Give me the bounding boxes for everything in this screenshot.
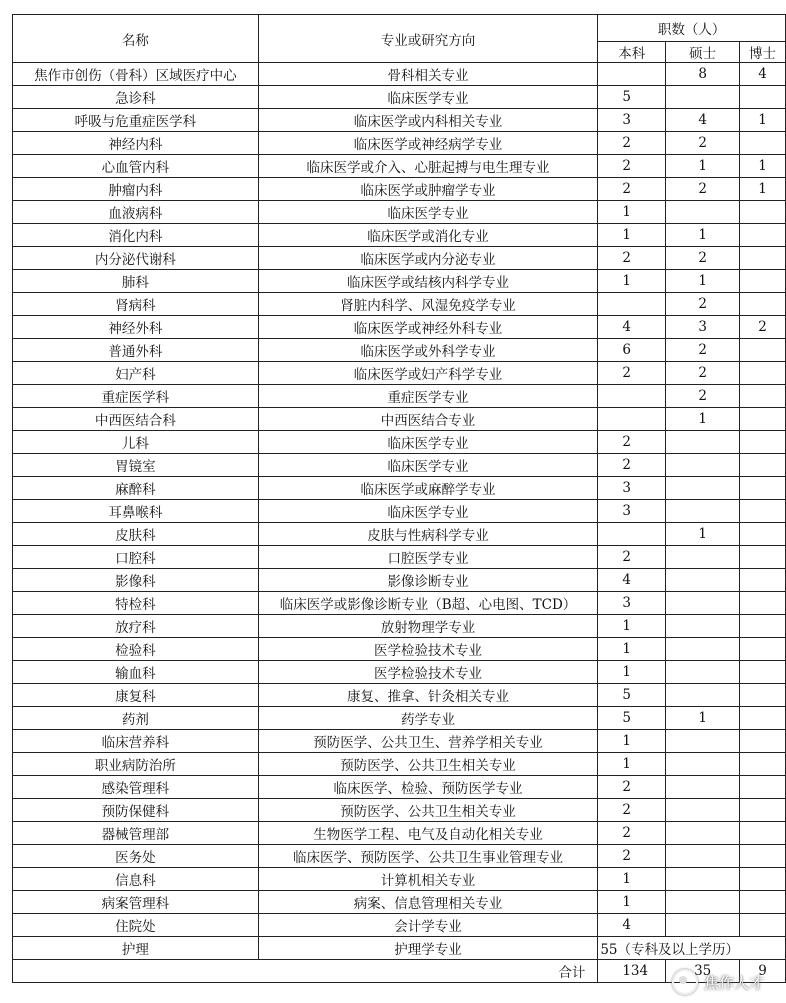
master-count-cell bbox=[666, 914, 740, 937]
major-cell: 临床医学或妇产科学专业 bbox=[258, 362, 598, 385]
table-row bbox=[13, 385, 786, 408]
master-count-cell: 1 bbox=[666, 270, 740, 293]
table-row bbox=[13, 822, 786, 845]
header-positions: 职数（人） bbox=[598, 15, 786, 42]
table-row bbox=[13, 753, 786, 776]
master-count-cell bbox=[666, 431, 740, 454]
table-row bbox=[13, 109, 786, 132]
major-cell: 临床医学专业 bbox=[258, 431, 598, 454]
doctor-count-cell: 1 bbox=[740, 178, 786, 201]
bachelor-count-cell: 1 bbox=[598, 270, 666, 293]
dept-name-cell: 焦作市创伤（骨科）区域医疗中心 bbox=[13, 63, 259, 86]
major-cell: 医学检验技术专业 bbox=[258, 638, 598, 661]
doctor-count-cell bbox=[740, 776, 786, 799]
master-count-cell: 2 bbox=[666, 178, 740, 201]
doctor-count-cell bbox=[740, 914, 786, 937]
major-cell: 病案、信息管理相关专业 bbox=[258, 891, 598, 914]
bachelor-count-cell: 2 bbox=[598, 799, 666, 822]
dept-name-cell: 信息科 bbox=[13, 868, 259, 891]
master-count-cell bbox=[666, 891, 740, 914]
table-row bbox=[13, 891, 786, 914]
master-count-cell bbox=[666, 868, 740, 891]
dept-name-cell: 药剂 bbox=[13, 707, 259, 730]
dept-name-cell: 胃镜室 bbox=[13, 454, 259, 477]
dept-name-cell: 检验科 bbox=[13, 638, 259, 661]
doctor-count-cell bbox=[740, 385, 786, 408]
bachelor-count-cell: 5 bbox=[598, 707, 666, 730]
major-cell: 重症医学专业 bbox=[258, 385, 598, 408]
major-cell: 临床医学或神经病学专业 bbox=[258, 132, 598, 155]
bachelor-count-cell: 1 bbox=[598, 730, 666, 753]
doctor-count-cell bbox=[740, 684, 786, 707]
master-count-cell: 1 bbox=[666, 707, 740, 730]
bachelor-count-cell: 1 bbox=[598, 661, 666, 684]
doctor-count-cell bbox=[740, 224, 786, 247]
master-count-cell bbox=[666, 730, 740, 753]
major-cell: 临床医学或影像诊断专业（B超、心电图、TCD） bbox=[258, 592, 598, 615]
dept-name-cell: 消化内科 bbox=[13, 224, 259, 247]
header-major: 专业或研究方向 bbox=[258, 15, 598, 63]
table-row bbox=[13, 684, 786, 707]
header-bachelor: 本科 bbox=[598, 42, 666, 63]
dept-name-cell: 神经内科 bbox=[13, 132, 259, 155]
major-cell: 口腔医学专业 bbox=[258, 546, 598, 569]
doctor-count-cell bbox=[740, 891, 786, 914]
major-cell: 影像诊断专业 bbox=[258, 569, 598, 592]
bachelor-count-cell: 4 bbox=[598, 316, 666, 339]
bachelor-count-cell: 2 bbox=[598, 845, 666, 868]
bachelor-count-cell: 3 bbox=[598, 477, 666, 500]
doctor-count-cell bbox=[740, 569, 786, 592]
major-cell: 临床医学、预防医学、公共卫生事业管理专业 bbox=[258, 845, 598, 868]
table-row bbox=[13, 569, 786, 592]
dept-name-cell: 临床营养科 bbox=[13, 730, 259, 753]
table-row bbox=[13, 500, 786, 523]
bachelor-count-cell: 1 bbox=[598, 615, 666, 638]
major-cell: 临床医学专业 bbox=[258, 500, 598, 523]
dept-name-cell: 职业病防治所 bbox=[13, 753, 259, 776]
bachelor-count-cell: 1 bbox=[598, 891, 666, 914]
bachelor-count-cell: 6 bbox=[598, 339, 666, 362]
master-count-cell bbox=[666, 592, 740, 615]
bachelor-count-cell: 5 bbox=[598, 684, 666, 707]
nursing-major: 护理学专业 bbox=[258, 937, 598, 960]
dept-name-cell: 预防保健科 bbox=[13, 799, 259, 822]
bachelor-count-cell: 1 bbox=[598, 201, 666, 224]
dept-name-cell: 普通外科 bbox=[13, 339, 259, 362]
bachelor-count-cell: 3 bbox=[598, 109, 666, 132]
master-count-cell: 1 bbox=[666, 523, 740, 546]
bachelor-count-cell bbox=[598, 408, 666, 431]
doctor-count-cell bbox=[740, 638, 786, 661]
total-doctor: 9 bbox=[740, 960, 786, 983]
table-row bbox=[13, 914, 786, 937]
bachelor-count-cell: 2 bbox=[598, 431, 666, 454]
total-row bbox=[13, 960, 786, 983]
doctor-count-cell bbox=[740, 753, 786, 776]
dept-name-cell: 感染管理科 bbox=[13, 776, 259, 799]
table-row bbox=[13, 730, 786, 753]
doctor-count-cell bbox=[740, 523, 786, 546]
doctor-count-cell bbox=[740, 845, 786, 868]
master-count-cell bbox=[666, 684, 740, 707]
major-cell: 临床医学或结核内科学专业 bbox=[258, 270, 598, 293]
recruitment-table bbox=[12, 14, 786, 983]
major-cell: 康复、推拿、针灸相关专业 bbox=[258, 684, 598, 707]
master-count-cell bbox=[666, 661, 740, 684]
table-row bbox=[13, 661, 786, 684]
table-row bbox=[13, 155, 786, 178]
major-cell: 临床医学或消化专业 bbox=[258, 224, 598, 247]
master-count-cell: 3 bbox=[666, 316, 740, 339]
master-count-cell: 8 bbox=[666, 63, 740, 86]
dept-name-cell: 呼吸与危重症医学科 bbox=[13, 109, 259, 132]
table-body bbox=[13, 63, 786, 937]
major-cell: 肾脏内科学、风湿免疫学专业 bbox=[258, 293, 598, 316]
doctor-count-cell bbox=[740, 707, 786, 730]
total-master: 35 bbox=[666, 960, 740, 983]
doctor-count-cell bbox=[740, 408, 786, 431]
major-cell: 临床医学专业 bbox=[258, 86, 598, 109]
bachelor-count-cell: 1 bbox=[598, 638, 666, 661]
table-row bbox=[13, 868, 786, 891]
major-cell: 临床医学或神经外科专业 bbox=[258, 316, 598, 339]
major-cell: 临床医学或肿瘤学专业 bbox=[258, 178, 598, 201]
dept-name-cell: 住院处 bbox=[13, 914, 259, 937]
bachelor-count-cell: 2 bbox=[598, 155, 666, 178]
major-cell: 临床医学专业 bbox=[258, 201, 598, 224]
dept-name-cell: 输血科 bbox=[13, 661, 259, 684]
major-cell: 预防医学、公共卫生、营养学相关专业 bbox=[258, 730, 598, 753]
major-cell: 预防医学、公共卫生相关专业 bbox=[258, 799, 598, 822]
major-cell: 会计学专业 bbox=[258, 914, 598, 937]
dept-name-cell: 皮肤科 bbox=[13, 523, 259, 546]
dept-name-cell: 肺科 bbox=[13, 270, 259, 293]
dept-name-cell: 心血管内科 bbox=[13, 155, 259, 178]
master-count-cell bbox=[666, 799, 740, 822]
table-row bbox=[13, 523, 786, 546]
master-count-cell bbox=[666, 569, 740, 592]
table-row bbox=[13, 201, 786, 224]
doctor-count-cell bbox=[740, 431, 786, 454]
table-row bbox=[13, 477, 786, 500]
table-row bbox=[13, 316, 786, 339]
dept-name-cell: 肿瘤内科 bbox=[13, 178, 259, 201]
bachelor-count-cell: 2 bbox=[598, 822, 666, 845]
major-cell: 预防医学、公共卫生相关专业 bbox=[258, 753, 598, 776]
nursing-row bbox=[13, 937, 786, 960]
dept-name-cell: 器械管理部 bbox=[13, 822, 259, 845]
doctor-count-cell bbox=[740, 661, 786, 684]
dept-name-cell: 重症医学科 bbox=[13, 385, 259, 408]
doctor-count-cell bbox=[740, 477, 786, 500]
dept-name-cell: 影像科 bbox=[13, 569, 259, 592]
table-row bbox=[13, 293, 786, 316]
major-cell: 临床医学或麻醉学专业 bbox=[258, 477, 598, 500]
master-count-cell: 2 bbox=[666, 247, 740, 270]
master-count-cell bbox=[666, 86, 740, 109]
major-cell: 计算机相关专业 bbox=[258, 868, 598, 891]
table-row bbox=[13, 362, 786, 385]
header-master: 硕士 bbox=[666, 42, 740, 63]
master-count-cell bbox=[666, 776, 740, 799]
doctor-count-cell: 1 bbox=[740, 155, 786, 178]
table-row bbox=[13, 86, 786, 109]
header-doctor: 博士 bbox=[740, 42, 786, 63]
major-cell: 皮肤与性病科学专业 bbox=[258, 523, 598, 546]
master-count-cell bbox=[666, 822, 740, 845]
major-cell: 临床医学或外科学专业 bbox=[258, 339, 598, 362]
dept-name-cell: 特检科 bbox=[13, 592, 259, 615]
dept-name-cell: 放疗科 bbox=[13, 615, 259, 638]
bachelor-count-cell bbox=[598, 385, 666, 408]
wechat-icon bbox=[672, 969, 698, 995]
bachelor-count-cell bbox=[598, 523, 666, 546]
major-cell: 临床医学专业 bbox=[258, 454, 598, 477]
watermark-text: 焦作人才 bbox=[703, 973, 764, 992]
doctor-count-cell bbox=[740, 799, 786, 822]
major-cell: 临床医学、检验、预防医学专业 bbox=[258, 776, 598, 799]
nursing-positions: 55（专科及以上学历） bbox=[598, 937, 786, 960]
bachelor-count-cell: 1 bbox=[598, 753, 666, 776]
doctor-count-cell bbox=[740, 270, 786, 293]
table-row bbox=[13, 63, 786, 86]
bachelor-count-cell bbox=[598, 63, 666, 86]
dept-name-cell: 麻醉科 bbox=[13, 477, 259, 500]
dept-name-cell: 血液病科 bbox=[13, 201, 259, 224]
major-cell: 临床医学或内分泌专业 bbox=[258, 247, 598, 270]
bachelor-count-cell: 2 bbox=[598, 132, 666, 155]
table-row bbox=[13, 247, 786, 270]
doctor-count-cell: 4 bbox=[740, 63, 786, 86]
table-row bbox=[13, 638, 786, 661]
dept-name-cell: 内分泌代谢科 bbox=[13, 247, 259, 270]
dept-name-cell: 神经外科 bbox=[13, 316, 259, 339]
dept-name-cell: 儿科 bbox=[13, 431, 259, 454]
bachelor-count-cell: 2 bbox=[598, 546, 666, 569]
doctor-count-cell bbox=[740, 592, 786, 615]
header-name: 名称 bbox=[13, 15, 259, 63]
bachelor-count-cell bbox=[598, 293, 666, 316]
doctor-count-cell bbox=[740, 247, 786, 270]
doctor-count-cell bbox=[740, 822, 786, 845]
master-count-cell bbox=[666, 615, 740, 638]
table-row bbox=[13, 408, 786, 431]
master-count-cell bbox=[666, 845, 740, 868]
nursing-name: 护理 bbox=[13, 937, 259, 960]
doctor-count-cell bbox=[740, 339, 786, 362]
dept-name-cell: 中西医结合科 bbox=[13, 408, 259, 431]
table-row bbox=[13, 776, 786, 799]
master-count-cell: 1 bbox=[666, 155, 740, 178]
table-row bbox=[13, 546, 786, 569]
bachelor-count-cell: 2 bbox=[598, 776, 666, 799]
dept-name-cell: 耳鼻喉科 bbox=[13, 500, 259, 523]
doctor-count-cell bbox=[740, 86, 786, 109]
major-cell: 临床医学或介入、心脏起搏与电生理专业 bbox=[258, 155, 598, 178]
table-row bbox=[13, 178, 786, 201]
total-bachelor: 134 bbox=[598, 960, 666, 983]
doctor-count-cell bbox=[740, 730, 786, 753]
table-row bbox=[13, 339, 786, 362]
table-row bbox=[13, 799, 786, 822]
dept-name-cell: 医务处 bbox=[13, 845, 259, 868]
master-count-cell: 4 bbox=[666, 109, 740, 132]
dept-name-cell: 妇产科 bbox=[13, 362, 259, 385]
major-cell: 骨科相关专业 bbox=[258, 63, 598, 86]
dept-name-cell: 康复科 bbox=[13, 684, 259, 707]
table-row bbox=[13, 592, 786, 615]
dept-name-cell: 病案管理科 bbox=[13, 891, 259, 914]
doctor-count-cell bbox=[740, 500, 786, 523]
master-count-cell bbox=[666, 454, 740, 477]
major-cell: 放射物理学专业 bbox=[258, 615, 598, 638]
master-count-cell: 1 bbox=[666, 224, 740, 247]
bachelor-count-cell: 4 bbox=[598, 569, 666, 592]
bachelor-count-cell: 2 bbox=[598, 362, 666, 385]
bachelor-count-cell: 4 bbox=[598, 914, 666, 937]
master-count-cell bbox=[666, 477, 740, 500]
bachelor-count-cell: 1 bbox=[598, 224, 666, 247]
master-count-cell: 2 bbox=[666, 132, 740, 155]
master-count-cell bbox=[666, 546, 740, 569]
master-count-cell: 2 bbox=[666, 293, 740, 316]
doctor-count-cell: 1 bbox=[740, 109, 786, 132]
major-cell: 中西医结合专业 bbox=[258, 408, 598, 431]
table-row bbox=[13, 270, 786, 293]
table-row bbox=[13, 845, 786, 868]
master-count-cell: 1 bbox=[666, 408, 740, 431]
bachelor-count-cell: 5 bbox=[598, 86, 666, 109]
bachelor-count-cell: 2 bbox=[598, 454, 666, 477]
doctor-count-cell: 2 bbox=[740, 316, 786, 339]
table-row bbox=[13, 431, 786, 454]
bachelor-count-cell: 1 bbox=[598, 868, 666, 891]
dept-name-cell: 口腔科 bbox=[13, 546, 259, 569]
doctor-count-cell bbox=[740, 132, 786, 155]
table-row bbox=[13, 615, 786, 638]
watermark bbox=[672, 969, 764, 995]
bachelor-count-cell: 3 bbox=[598, 592, 666, 615]
doctor-count-cell bbox=[740, 201, 786, 224]
major-cell: 生物医学工程、电气及自动化相关专业 bbox=[258, 822, 598, 845]
master-count-cell bbox=[666, 753, 740, 776]
dept-name-cell: 肾病科 bbox=[13, 293, 259, 316]
master-count-cell bbox=[666, 638, 740, 661]
doctor-count-cell bbox=[740, 546, 786, 569]
table-row bbox=[13, 224, 786, 247]
dept-name-cell: 急诊科 bbox=[13, 86, 259, 109]
doctor-count-cell bbox=[740, 293, 786, 316]
bachelor-count-cell: 3 bbox=[598, 500, 666, 523]
master-count-cell bbox=[666, 201, 740, 224]
master-count-cell: 2 bbox=[666, 339, 740, 362]
bachelor-count-cell: 2 bbox=[598, 178, 666, 201]
major-cell: 临床医学或内科相关专业 bbox=[258, 109, 598, 132]
doctor-count-cell bbox=[740, 454, 786, 477]
table-row bbox=[13, 707, 786, 730]
major-cell: 药学专业 bbox=[258, 707, 598, 730]
major-cell: 医学检验技术专业 bbox=[258, 661, 598, 684]
bachelor-count-cell: 2 bbox=[598, 247, 666, 270]
doctor-count-cell bbox=[740, 615, 786, 638]
doctor-count-cell bbox=[740, 362, 786, 385]
master-count-cell: 2 bbox=[666, 362, 740, 385]
table-row bbox=[13, 454, 786, 477]
table-row bbox=[13, 132, 786, 155]
master-count-cell bbox=[666, 500, 740, 523]
master-count-cell: 2 bbox=[666, 385, 740, 408]
doctor-count-cell bbox=[740, 868, 786, 891]
total-label: 合计 bbox=[13, 960, 598, 983]
